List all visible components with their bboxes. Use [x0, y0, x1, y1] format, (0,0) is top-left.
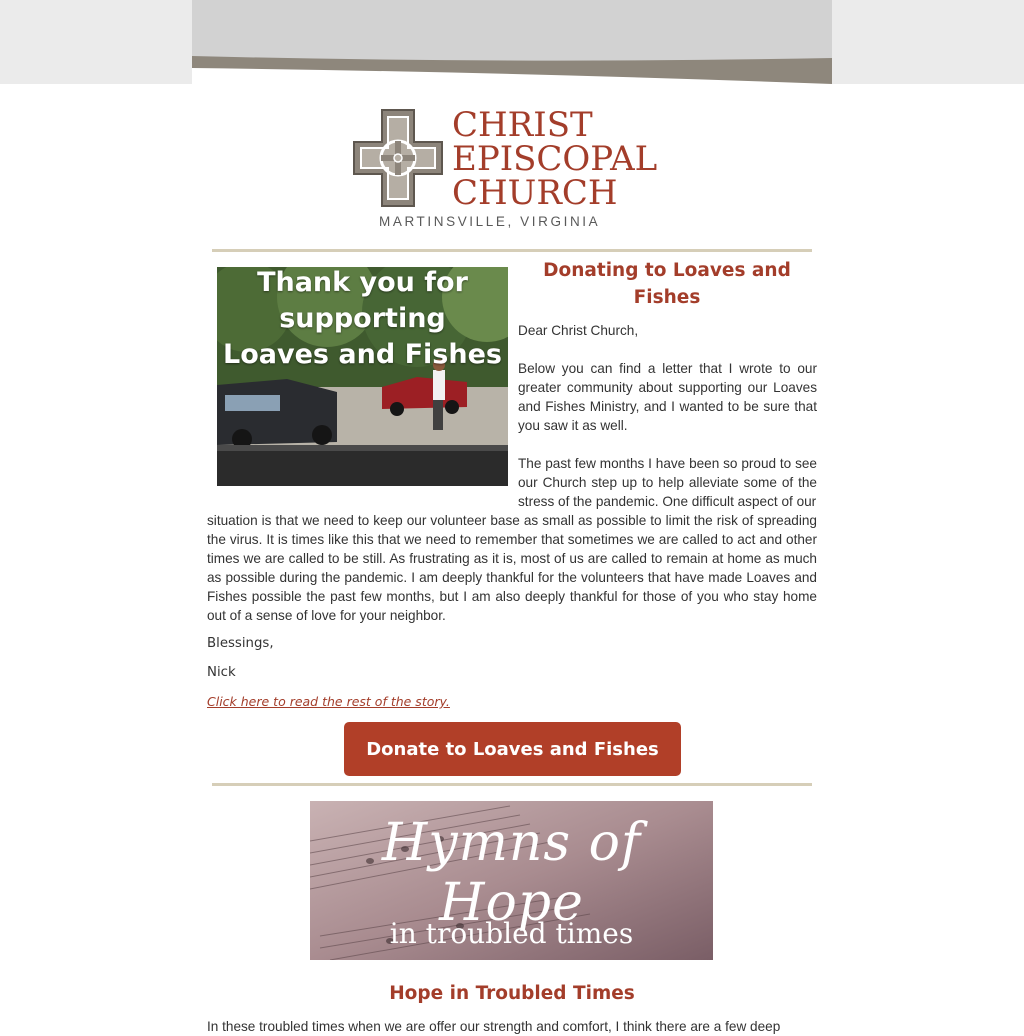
header-decoration — [192, 0, 832, 84]
email-container — [192, 0, 832, 1034]
closing: Blessings, — [207, 636, 274, 651]
logo-wordmark — [452, 105, 658, 213]
loaves-fishes-photo[interactable] — [217, 267, 508, 486]
paragraph-2-top: The past few months I have been so proud to see our Church step up to help alleviate some of the stress of the pandemic. One difficult aspect of our — [518, 456, 817, 509]
signature: Nick — [207, 665, 236, 680]
caption-line-3: Loaves and Fishes — [223, 339, 502, 370]
photo-caption — [217, 267, 508, 373]
greeting: Dear Christ Church, — [518, 323, 639, 338]
donate-button[interactable]: Donate to Loaves and Fishes — [344, 722, 681, 776]
caption-line-2: supporting — [279, 303, 446, 334]
logo-line-1: CHRIST — [452, 105, 593, 145]
divider — [212, 249, 812, 252]
banner-title: Hymns of Hope — [381, 813, 642, 933]
read-more-link[interactable]: Click here to read the rest of the story. — [207, 694, 450, 709]
logo-location: MARTINSVILLE, VIRGINIA — [379, 214, 601, 229]
caption-line-1: Thank you for — [257, 267, 468, 298]
divider — [212, 783, 812, 786]
logo-line-2: EPISCOPAL — [452, 139, 658, 179]
article-2-title: Hope in Troubled Times — [389, 983, 635, 1004]
banner-subtitle: in troubled times — [389, 917, 634, 950]
hymns-of-hope-banner[interactable] — [310, 801, 713, 960]
paragraph-2-rest: situation is that we need to keep our volunteer base as small as possible to limit the risk of spreading the virus. It is times like this that we need to remember that sometimes we are called to act and other times we are called to be still. As frustrating as it is, most of us are called to remain at home as much as possible during the pandemic. I am deeply thankful for the volunteers that have made Loaves and Fishes possible the past few months, but I am also deeply thankful for those of you who stay home out of a sense of love for your neighbor. — [207, 513, 817, 623]
celtic-cross-icon — [352, 108, 444, 208]
logo-line-3: CHURCH — [452, 173, 618, 213]
article-2-intro: In these troubled times when we are offer our strength and comfort, I think there are a few deep — [207, 1019, 781, 1034]
paragraph-1: Below you can find a letter that I wrote to our greater community about supporting our Loaves and Fishes Ministry, and I wanted to be sure that you saw it as well. — [518, 361, 817, 433]
church-logo[interactable] — [352, 106, 682, 230]
article-title: Donating to Loaves and Fishes — [543, 260, 791, 308]
